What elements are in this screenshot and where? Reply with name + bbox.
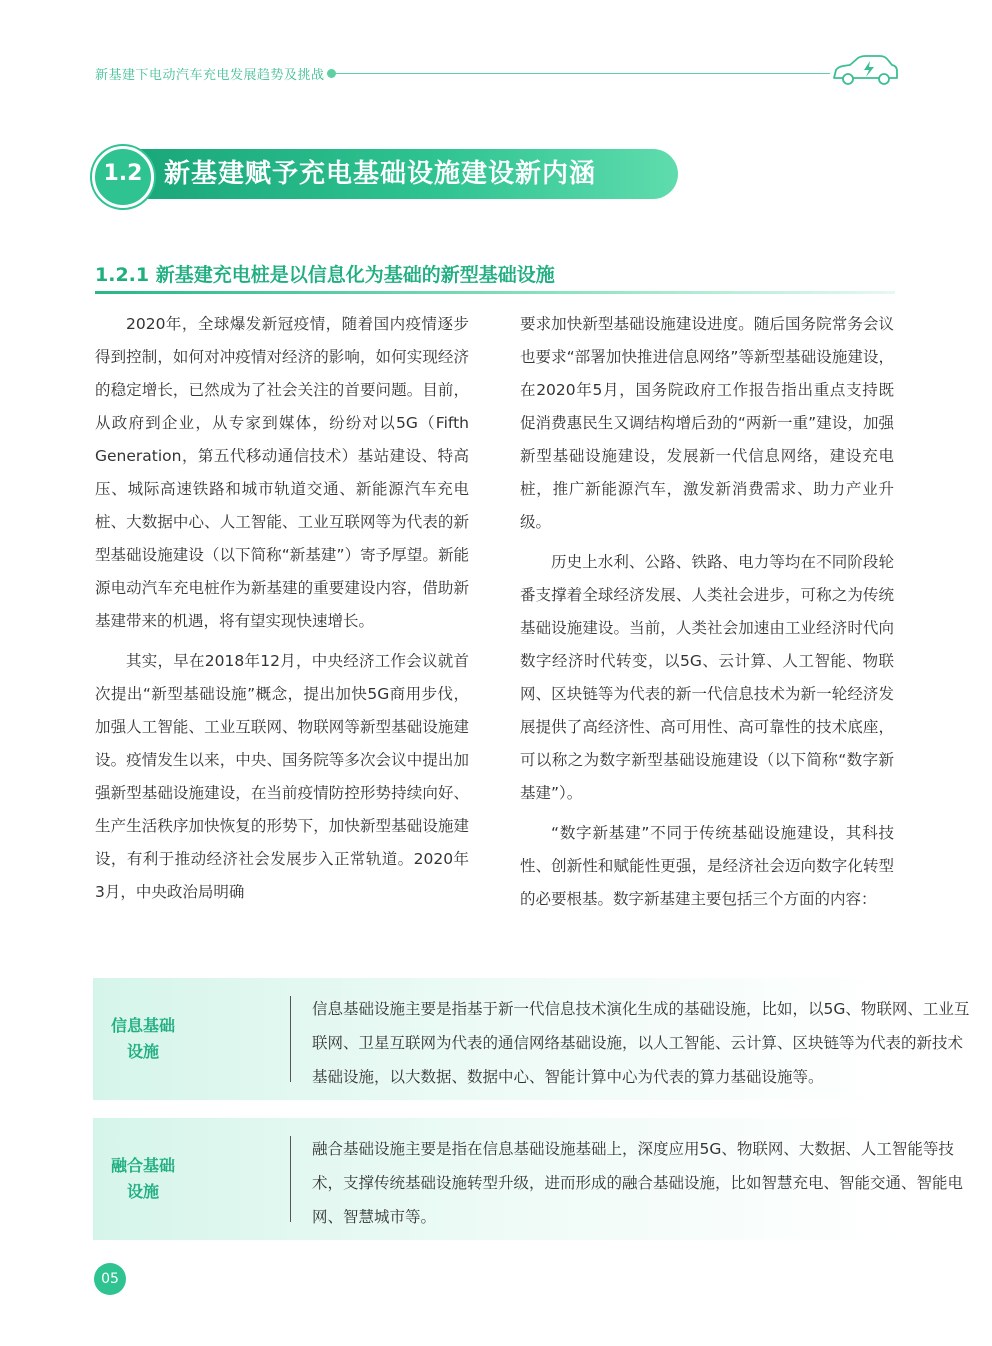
paragraph: 2020年，全球爆发新冠疫情，随着国内疫情逐步得到控制，如何对冲疫情对经济的影响，如何实现经济的稳定增长，已然成为了社会关注的首要问题。目前，从政府到企业，从专家到媒体，纷纷对以5G（Fifth Generation，第五代移动通信技术）基站建设、特高压、城际高速铁路和城市轨道交通、新能源汽车充电桩、大数据中心、人工智能、工业互联网等为代表的新型基础设施建设（以下简称“新基建”）寄予厚望。新能源电动汽车充电桩作为新基建的重要建设内容，借助新基建带来的机遇，将有望实现快速增长。 [95,315,469,630]
section-number: 1.2 [103,161,143,186]
header-dot [327,69,336,78]
info-box-information-infrastructure [93,978,970,1100]
box-label: 融合基础设施 [111,1156,176,1201]
box-label: 信息基础设施 [111,1016,176,1061]
info-box-integrated-infrastructure [93,1118,964,1240]
paragraph: “数字新基建”不同于传统基础设施建设，其科技性、创新性和赋能性更强，是经济社会迈向数字化转型的必要根基。数字新基建主要包括三个方面的内容： [520,824,894,908]
electric-car-icon [830,52,900,88]
running-header: 新基建下电动汽车充电发展趋势及挑战 [95,68,325,83]
box-text: 信息基础设施主要是指基于新一代信息技术演化生成的基础设施，比如，以5G、物联网、工业互联网、卫星互联网为代表的通信网络基础设施，以人工智能、云计算、区块链等为代表的新技术基础设施，以大数据、数据中心、智能计算中心为代表的算力基础设施等。 [312,1000,970,1086]
page-number: 05 [94,1263,126,1295]
box-text: 融合基础设施主要是指在信息基础设施基础上，深度应用5G、物联网、大数据、人工智能等技术，支撑传统基础设施转型升级，进而形成的融合基础设施，比如智慧充电、智能交通、智能电网、智慧城市等。 [312,1140,964,1226]
box-divider [290,1136,291,1222]
paragraph: 历史上水利、公路、铁路、电力等均在不同阶段轮番支撑着全球经济发展、人类社会进步，可称之为传统基础设施建设。当前，人类社会加速由工业经济时代向数字经济时代转变，以5G、云计算、人工智能、物联网、区块链等为代表的新一代信息技术为新一轮经济发展提供了高经济性、高可用性、高可靠性的技术底座，可以称之为数字新型基础设施建设（以下简称“数字新基建”）。 [520,553,894,802]
header-rule [336,73,830,74]
box-divider [290,996,291,1082]
section-title: 新基建赋予充电基础设施建设新内涵 [164,159,597,189]
paragraph: 其实，早在2018年12月，中央经济工作会议就首次提出“新型基础设施”概念，提出加快5G商用步伐，加强人工智能、工业互联网、物联网等新型基础设施建设。疫情发生以来，中央、国务院等多次会议中提出加强新型基础设施建设，在当前疫情防控形势持续向好、生产生活秩序加快恢复的形势下，加快新型基础设施建设，有利于推动经济社会发展步入正常轨道。2020年3月，中央政治局明确 [95,652,469,901]
paragraph: 要求加快新型基础设施建设进度。随后国务院常务会议也要求“部署加快推进信息网络”等新型基础设施建设，在2020年5月，国务院政府工作报告指出重点支持既促消费惠民生又调结构增后劲的“两新一重”建设，加强新型基础设施建设，发展新一代信息网络，建设充电桩，推广新能源汽车，激发新消费需求、助力产业升级。 [520,315,894,531]
left-column [95,308,469,916]
subsection-heading: 1.2.1 新基建充电桩是以信息化为基础的新型基础设施 [95,264,555,286]
subsection-underline [95,291,895,294]
right-column [520,308,894,923]
